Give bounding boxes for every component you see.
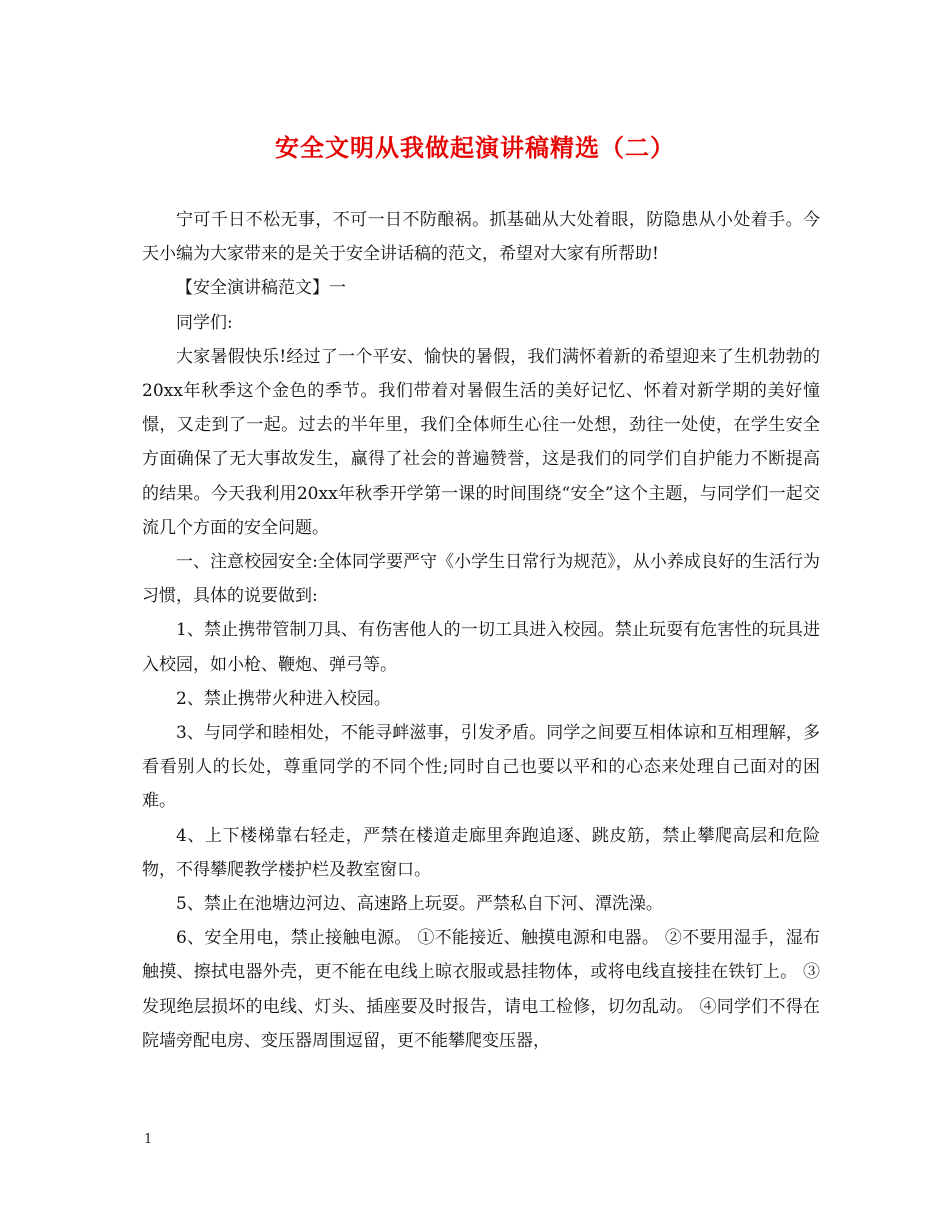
paragraph-rule-5: 5、禁止在池塘边河边、高速路上玩耍。严禁私自下河、潭洗澡。 bbox=[176, 894, 663, 915]
document-body bbox=[142, 203, 820, 1058]
document-title: 安全文明从我做起演讲稿精选（二） bbox=[275, 133, 675, 162]
paragraph-greeting: 大家暑假快乐!经过了一个平安、愉快的暑假，我们满怀着新的希望迎来了生机勃勃的20xx年秋季这个金色的季节。我们带着对暑假生活的美好记忆、怀着对新学期的美好憧憬，又走到了一起。过去的半年里，我们全体师生心往一处想，劲往一处使，在学生安全方面确保了无大事故发生，赢得了社会的普遍赞誉，这是我们的同学们自护能力不断提高的结果。今天我利用20xx年秋季开学第一课的时间围绕“安全”这个主题，与同学们一起交流几个方面的安全问题。 bbox=[142, 346, 820, 538]
paragraph-salutation: 同学们: bbox=[176, 312, 233, 333]
paragraph-rule-2: 2、禁止携带火种进入校园。 bbox=[176, 688, 391, 709]
paragraph-rule-3: 3、与同学和睦相处，不能寻衅滋事，引发矛盾。同学之间要互相体谅和互相理解，多看看别人的长处，尊重同学的不同个性;同时自己也要以平和的心态来处理自己面对的困难。 bbox=[142, 723, 820, 812]
paragraph-intro: 宁可千日不松无事，不可一日不防酿祸。抓基础从大处着眼，防隐患从小处着手。今天小编为大家带来的是关于安全讲话稿的范文，希望对大家有所帮助! bbox=[142, 210, 820, 265]
paragraph-rule-1: 1、禁止携带管制刀具、有伤害他人的一切工具进入校园。禁止玩耍有危害性的玩具进入校园，如小枪、鞭炮、弹弓等。 bbox=[142, 620, 820, 675]
page-number: 1 bbox=[144, 1132, 153, 1147]
paragraph-rule-4: 4、上下楼梯靠右轻走，严禁在楼道走廊里奔跑追逐、跳皮筋，禁止攀爬高层和危险物，不得攀爬教学楼护栏及教室窗口。 bbox=[142, 825, 820, 880]
paragraph-section-heading: 【安全演讲稿范文】一 bbox=[176, 278, 346, 299]
paragraph-campus-safety: 一、注意校园安全:全体同学要严守《小学生日常行为规范》，从小养成良好的生活行为习惯，具体的说要做到: bbox=[142, 552, 820, 607]
paragraph-rule-6: 6、安全用电，禁止接触电源。 ①不能接近、触摸电源和电器。 ②不要用湿手，湿布触摸、擦拭电器外壳，更不能在电线上晾衣服或悬挂物体，或将电线直接挂在铁钉上。 ③发现绝层损坏的电线、灯头、插座要及时报告，请电工检修，切勿乱动。 ④同学们不得在院墙旁配电房、变压器周围逗留，更不能攀爬变压器， bbox=[142, 928, 820, 1051]
